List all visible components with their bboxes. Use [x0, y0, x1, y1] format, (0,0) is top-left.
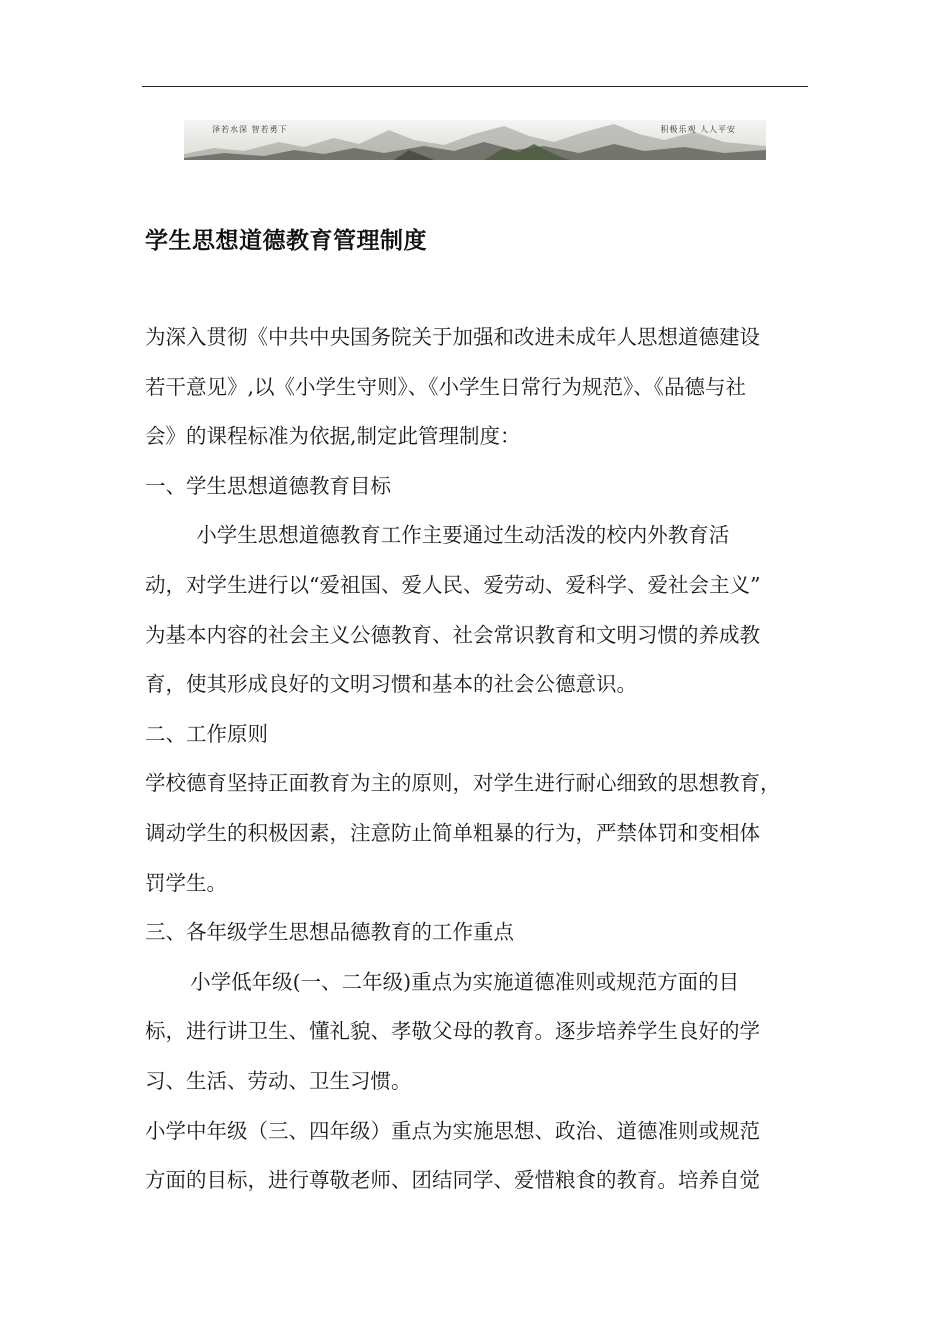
- body-text-line: 为深入贯彻《中共中央国务院关于加强和改进未成年人思想道德建设: [145, 325, 760, 349]
- body-text-line: 小学生思想道德教育工作主要通过生动活泼的校内外教育活: [196, 523, 730, 548]
- banner-left-text: 泽若水深 智若勇下: [212, 125, 288, 134]
- banner-right-text: 积极乐观 人人平安: [660, 125, 736, 134]
- body-text-line: 习、生活、劳动、卫生习惯。: [145, 1068, 412, 1093]
- body-text-line: 会》的课程标准为依据,制定此管理制度：: [145, 424, 521, 449]
- body-text-line: 二、工作原则: [145, 721, 268, 746]
- body-text-line: 为基本内容的社会主义公德教育、社会常识教育和文明习惯的养成教: [145, 622, 760, 647]
- body-text-line: 方面的目标，进行尊敬老师、团结同学、爱惜粮食的教育。培养自觉: [145, 1168, 760, 1193]
- body-text-line: 标，进行讲卫生、懂礼貌、孝敬父母的教育。逐步培养学生良好的学: [145, 1019, 760, 1044]
- body-text-line: 育，使其形成良好的文明习惯和基本的社会公德意识。: [145, 672, 637, 697]
- body-text-line: 一、学生思想道德教育目标: [145, 473, 391, 498]
- body-text-line: 调动学生的积极因素，注意防止简单粗暴的行为，严禁体罚和变相体: [145, 820, 760, 845]
- body-text-line: 三、各年级学生思想品德教育的工作重点: [145, 920, 514, 945]
- header-rule: [142, 86, 808, 87]
- mountain-banner-image: [184, 120, 766, 160]
- body-text-line: 学校德育坚持正面教育为主的原则，对学生进行耐心细致的思想教育，: [145, 771, 781, 796]
- document-body: [145, 313, 815, 1206]
- body-text-line: 小学中年级（三、四年级）重点为实施思想、政治、道德准则或规范: [145, 1118, 760, 1143]
- document-title: 学生思想道德教育管理制度: [145, 228, 427, 254]
- body-text-line: 若干意见》,以《小学生守则》、《小学生日常行为规范》、《品德与社: [145, 374, 747, 399]
- body-text-line: 动，对学生进行以“爱祖国、爱人民、爱劳动、爱科学、爱社会主义”: [145, 572, 761, 597]
- body-text-line: 小学低年级(一、二年级)重点为实施道德准则或规范方面的目: [190, 969, 740, 994]
- body-text-line: 罚学生。: [145, 870, 227, 895]
